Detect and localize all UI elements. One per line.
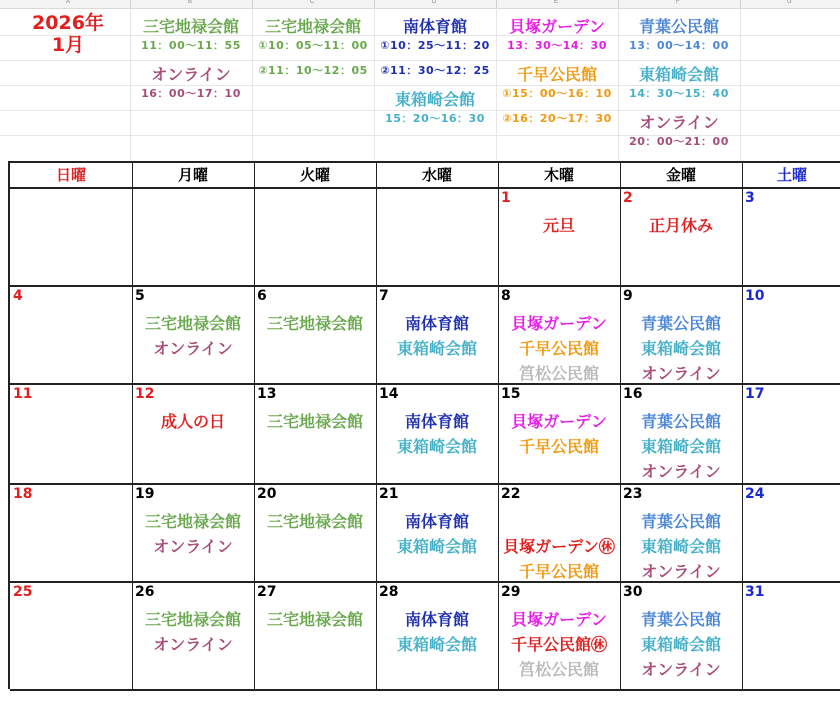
calendar-cell[interactable]	[498, 483, 620, 581]
calendar-event: オンライン	[153, 635, 233, 654]
schedule-time: ①10：25〜11：20	[380, 39, 490, 52]
schedule-time: 11：00〜11：55	[141, 39, 241, 52]
sheet-gridline	[0, 60, 840, 61]
calendar-cell[interactable]	[132, 187, 254, 285]
calendar-cell[interactable]	[742, 383, 840, 483]
calendar-event: 貝塚ガーデン	[511, 314, 607, 333]
weekday-header: 木曜	[543, 166, 574, 184]
schedule-venue: オンライン	[639, 113, 719, 132]
day-number: 11	[13, 386, 33, 402]
day-number: 19	[135, 486, 155, 502]
calendar-cell[interactable]	[254, 285, 376, 383]
calendar-event: 三宅地禄会館	[266, 512, 363, 531]
schedule-time: 13：00〜14：00	[629, 39, 729, 52]
day-number: 15	[501, 386, 521, 402]
day-number: 23	[623, 486, 643, 502]
day-number: 3	[745, 190, 755, 206]
calendar-event: 貝塚ガーデン	[511, 610, 607, 629]
calendar-event: 三宅地禄会館	[144, 512, 241, 531]
calendar-event: 南体育館	[404, 512, 469, 531]
schedule-venue: 三宅地禄会館	[142, 17, 239, 36]
day-number: 17	[745, 386, 765, 402]
day-number: 20	[257, 486, 277, 502]
column-letter[interactable]: F	[676, 0, 680, 5]
schedule-venue: 千早公民館	[516, 65, 597, 84]
day-number: 16	[623, 386, 643, 402]
calendar-cell[interactable]	[498, 581, 620, 689]
column-letter[interactable]: G	[787, 0, 792, 5]
column-letter[interactable]: C	[310, 0, 315, 5]
calendar-event: 南体育館	[404, 412, 469, 431]
calendar-event: オンライン	[153, 537, 233, 556]
day-number: 13	[257, 386, 277, 402]
day-number: 22	[501, 486, 521, 502]
day-number: 5	[135, 288, 145, 304]
schedule-time: 20：00〜21：00	[629, 135, 729, 148]
weekday-header: 金曜	[665, 166, 696, 184]
calendar-event: 千早公民館	[518, 339, 599, 358]
schedule-time: 13：30〜14：30	[507, 39, 607, 52]
schedule-venue: 貝塚ガーデン	[509, 17, 605, 36]
calendar-cell[interactable]	[498, 383, 620, 483]
calendar-event: 千早公民館㊡	[510, 635, 607, 654]
calendar-event: 筥松公民館	[518, 660, 599, 679]
calendar-event: 青葉公民館	[640, 512, 721, 531]
calendar-cell[interactable]	[10, 285, 132, 383]
day-number: 29	[501, 584, 521, 600]
year-title: 2026年	[32, 12, 104, 34]
column-letter[interactable]: A	[66, 0, 71, 5]
calendar-event: 青葉公民館	[640, 314, 721, 333]
calendar-cell[interactable]	[10, 383, 132, 483]
calendar-cell[interactable]	[254, 483, 376, 581]
column-separator	[740, 0, 741, 8]
schedule-venue: 東箱崎会館	[638, 65, 719, 84]
calendar-cell[interactable]	[620, 285, 742, 383]
day-number: 21	[379, 486, 399, 502]
calendar-event: 南体育館	[404, 610, 469, 629]
day-number: 4	[13, 288, 23, 304]
calendar-event: 東箱崎会館	[640, 437, 721, 456]
calendar-event: 貝塚ガーデン	[511, 412, 607, 431]
sheet-gridline	[740, 8, 741, 160]
schedule-time: 14：30〜15：40	[629, 87, 729, 100]
schedule-time: ①10：05〜11：00	[258, 39, 368, 52]
calendar-event: 東箱崎会館	[396, 635, 477, 654]
column-separator	[618, 0, 619, 8]
column-letter[interactable]: D	[432, 0, 437, 5]
day-number: 31	[745, 584, 765, 600]
calendar-cell[interactable]	[254, 187, 376, 285]
column-letter[interactable]: E	[554, 0, 559, 5]
calendar-cell[interactable]	[10, 581, 132, 689]
calendar-cell[interactable]	[376, 187, 498, 285]
weekday-header: 水曜	[421, 166, 452, 184]
calendar-event: 東箱崎会館	[396, 339, 477, 358]
weekday-header: 火曜	[299, 166, 330, 184]
day-number: 14	[379, 386, 399, 402]
day-number: 7	[379, 288, 389, 304]
schedule-venue: 三宅地禄会館	[264, 17, 361, 36]
day-number: 26	[135, 584, 155, 600]
calendar-cell[interactable]	[620, 187, 742, 285]
calendar-event: 正月休み	[648, 216, 713, 235]
calendar-event: 南体育館	[404, 314, 469, 333]
calendar-cell[interactable]	[254, 581, 376, 689]
calendar-event: 筥松公民館	[518, 364, 599, 383]
calendar-event: 三宅地禄会館	[266, 610, 363, 629]
calendar-cell[interactable]	[376, 581, 498, 689]
calendar-event: 三宅地禄会館	[144, 610, 241, 629]
calendar-cell[interactable]	[254, 383, 376, 483]
day-number: 1	[501, 190, 511, 206]
calendar-cell[interactable]	[498, 187, 620, 285]
day-number: 10	[745, 288, 765, 304]
schedule-venue: オンライン	[151, 65, 231, 84]
calendar-cell[interactable]	[132, 285, 254, 383]
calendar-event: オンライン	[641, 562, 721, 581]
calendar-cell[interactable]	[10, 483, 132, 581]
calendar-cell[interactable]	[132, 581, 254, 689]
column-separator	[252, 0, 253, 8]
column-separator	[496, 0, 497, 8]
day-number: 2	[623, 190, 633, 206]
calendar-cell[interactable]	[376, 383, 498, 483]
column-letter[interactable]: B	[188, 0, 193, 5]
schedule-time: ①15：00〜16：10	[502, 87, 612, 100]
calendar-event: 成人の日	[160, 412, 225, 431]
calendar-cell[interactable]	[742, 581, 840, 689]
day-number: 30	[623, 584, 643, 600]
calendar-cell[interactable]	[376, 285, 498, 383]
calendar-event: 三宅地禄会館	[266, 412, 363, 431]
day-number: 18	[13, 486, 33, 502]
calendar-cell[interactable]	[742, 285, 840, 383]
weekday-header: 日曜	[55, 166, 86, 184]
calendar-cell[interactable]	[742, 483, 840, 581]
schedule-venue: 青葉公民館	[638, 17, 719, 36]
calendar-cell[interactable]	[10, 187, 132, 285]
calendar-row-border	[10, 689, 840, 691]
calendar-event: 貝塚ガーデン㊡	[503, 537, 615, 556]
calendar-event: 東箱崎会館	[396, 537, 477, 556]
calendar-event: 東箱崎会館	[640, 339, 721, 358]
calendar-event: 青葉公民館	[640, 610, 721, 629]
calendar-event: 千早公民館	[518, 562, 599, 581]
calendar-cell[interactable]	[620, 383, 742, 483]
calendar-event: オンライン	[641, 462, 721, 481]
schedule-time: 15：20〜16：30	[385, 112, 485, 125]
day-number: 9	[623, 288, 633, 304]
calendar-cell[interactable]	[376, 483, 498, 581]
calendar-cell[interactable]	[742, 187, 840, 285]
calendar-event: オンライン	[641, 364, 721, 383]
day-number: 24	[745, 486, 765, 502]
calendar-event: オンライン	[641, 660, 721, 679]
calendar-cell[interactable]	[620, 581, 742, 689]
column-separator	[374, 0, 375, 8]
calendar-event: 青葉公民館	[640, 412, 721, 431]
schedule-time: 16：00〜17：10	[141, 87, 241, 100]
day-number: 27	[257, 584, 277, 600]
calendar-cell[interactable]	[132, 383, 254, 483]
weekday-header: 土曜	[776, 166, 807, 184]
column-separator	[130, 0, 131, 8]
calendar-event: 三宅地禄会館	[144, 314, 241, 333]
day-number: 12	[135, 386, 155, 402]
calendar-grid	[8, 161, 840, 689]
calendar-event: 千早公民館	[518, 437, 599, 456]
schedule-venue: 南体育館	[402, 17, 467, 36]
schedule-venue: 東箱崎会館	[394, 90, 475, 109]
calendar-cell[interactable]	[620, 483, 742, 581]
calendar-event: 東箱崎会館	[640, 537, 721, 556]
day-number: 6	[257, 288, 267, 304]
calendar-event: 東箱崎会館	[640, 635, 721, 654]
day-number: 25	[13, 584, 33, 600]
month-title: 1月	[51, 34, 85, 56]
calendar-event: オンライン	[153, 339, 233, 358]
calendar-event: 元旦	[542, 216, 575, 235]
day-number: 8	[501, 288, 511, 304]
calendar-event: 東箱崎会館	[396, 437, 477, 456]
day-number: 28	[379, 584, 399, 600]
weekday-header: 月曜	[177, 166, 208, 184]
calendar-cell[interactable]	[132, 483, 254, 581]
schedule-time: ②11：10〜12：05	[258, 64, 368, 77]
schedule-time: ②11：30〜12：25	[380, 64, 490, 77]
calendar-cell[interactable]	[498, 285, 620, 383]
calendar-event: 三宅地禄会館	[266, 314, 363, 333]
sheet-column-header[interactable]	[0, 0, 840, 9]
schedule-time: ②16：20〜17：30	[502, 112, 612, 125]
